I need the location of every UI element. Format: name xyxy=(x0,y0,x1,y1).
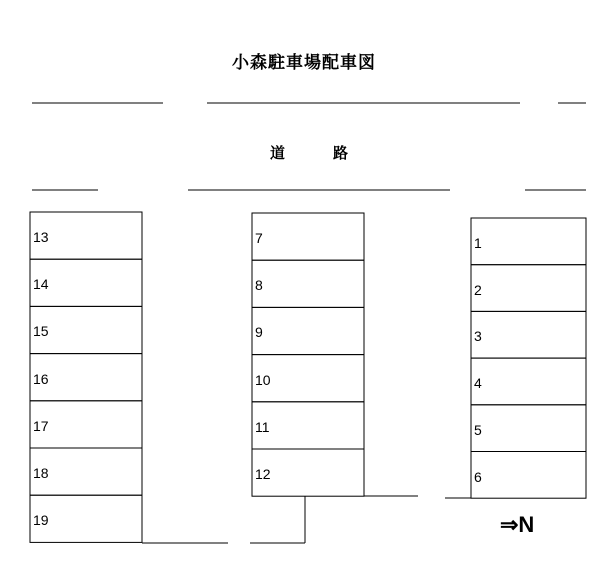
space-number: 5 xyxy=(474,421,482,438)
space-number: 10 xyxy=(255,371,271,388)
parking-space-1 xyxy=(471,218,586,265)
north-arrow: ⇒N xyxy=(500,512,535,537)
space-number: 3 xyxy=(474,328,482,345)
space-number: 17 xyxy=(33,417,49,434)
space-number: 7 xyxy=(255,230,263,246)
parking-space-6 xyxy=(471,452,586,499)
parking-space-4 xyxy=(471,358,586,405)
space-number: 6 xyxy=(474,468,482,485)
parking-space-9 xyxy=(252,307,364,354)
space-number: 13 xyxy=(33,229,49,245)
space-number: 16 xyxy=(33,370,49,387)
parking-space-3 xyxy=(471,311,586,358)
parking-space-8 xyxy=(252,260,364,307)
parking-space-5 xyxy=(471,405,586,452)
space-number: 1 xyxy=(474,235,482,251)
space-number: 11 xyxy=(255,418,270,435)
space-number: 19 xyxy=(33,512,49,529)
page-title: 小森駐車場配車図 xyxy=(232,53,376,73)
road-label-2: 路 xyxy=(333,144,349,162)
space-number: 9 xyxy=(255,324,263,341)
space-number: 12 xyxy=(255,466,271,482)
space-number: 18 xyxy=(33,465,49,481)
space-number: 14 xyxy=(33,276,49,293)
space-number: 4 xyxy=(474,375,482,392)
parking-space-2 xyxy=(471,265,586,312)
space-number: 2 xyxy=(474,281,482,298)
parking-space-7 xyxy=(252,213,364,260)
road-label-1: 道 xyxy=(270,144,286,162)
space-number: 8 xyxy=(255,277,263,294)
space-number: 15 xyxy=(33,323,49,340)
